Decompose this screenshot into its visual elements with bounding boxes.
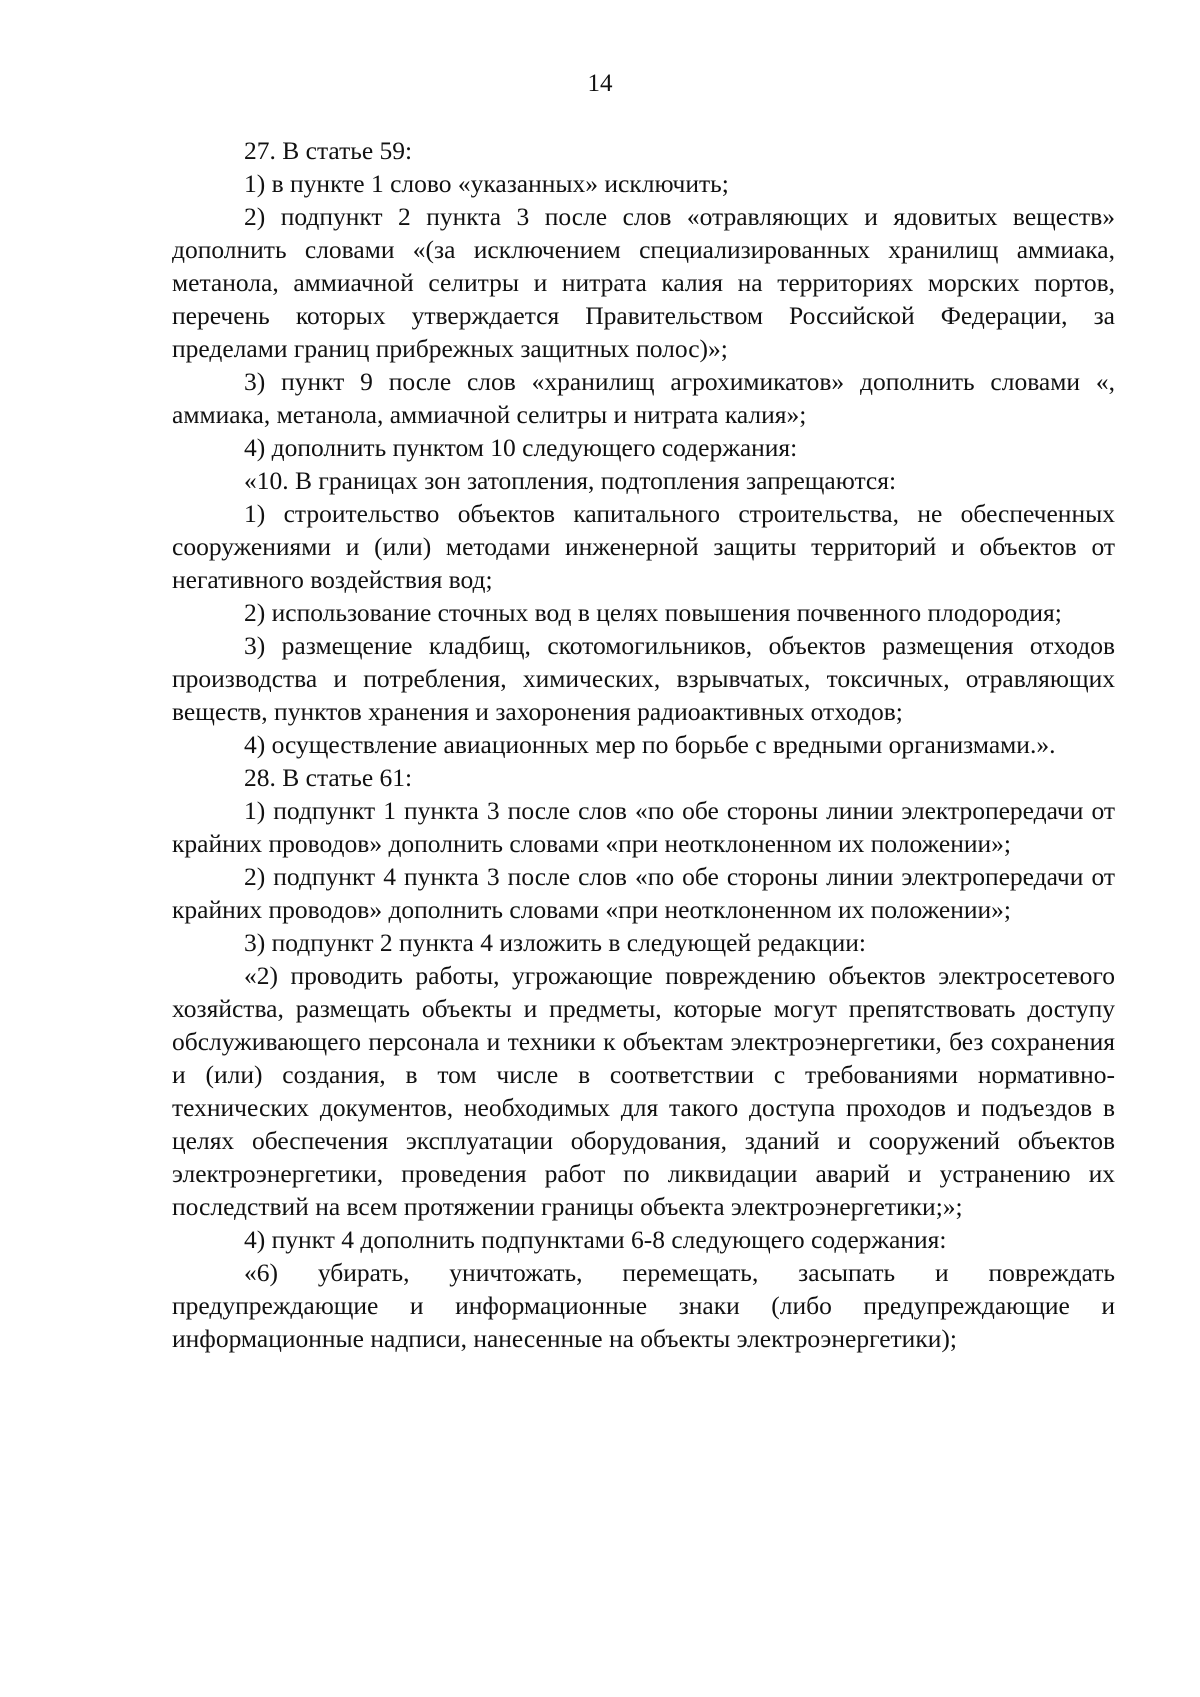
paragraph-item: 2) использование сточных вод в целях повышения почвенного плодородия; [244, 598, 1062, 627]
paragraph-item: 3) размещение кладбищ, скотомогильников, объектов размещения отходов производства и потребления, химических, взрывчатых, токсичных, отравляющих веществ, пунктов хранения и захоронения радиоактивных отходов; [172, 631, 1115, 726]
paragraph-item: «2) проводить работы, угрожающие повреждению объектов электросетевого хозяйства, размещать объекты и предметы, которые могут препятствовать доступу обслуживающего персонала и техники к объектам электроэнергетики, без сохранения и (или) создания, в том числе в соответствии с требованиями нормативно-технических документов, необходимых для такого доступа проходов и подъездов в целях обеспечения эксплуатации оборудования, зданий и сооружений объектов электроэнергетики, проведения работ по ликвидации аварий и устранению их последствий на всем протяжении границы объекта электроэнергетики;»; [172, 961, 1115, 1221]
paragraph-item: 2) подпункт 2 пункта 3 после слов «отравляющих и ядовитых веществ» дополнить словами «(за исключением специализированных хранилищ аммиака, метанола, аммиачной селитры и нитрата калия на территориях морских портов, перечень которых утверждается Правительством Российской Федерации, за пределами границ прибрежных защитных полос)»; [172, 202, 1115, 363]
paragraph-item: 1) подпункт 1 пункта 3 после слов «по обе стороны линии электропередачи от крайних проводов» дополнить словами «при неотклоненном их положении»; [172, 796, 1115, 858]
document-body [172, 134, 1115, 1355]
paragraph-item: 1) в пункте 1 слово «указанных» исключить; [244, 169, 729, 198]
paragraph-item: 1) строительство объектов капитального строительства, не обеспеченных сооружениями и (или) методами инженерной защиты территорий и объектов от негативного воздействия вод; [172, 499, 1115, 594]
paragraph-item: 2) подпункт 4 пункта 3 после слов «по обе стороны линии электропередачи от крайних проводов» дополнить словами «при неотклоненном их положении»; [172, 862, 1115, 924]
paragraph-item: 3) подпункт 2 пункта 4 изложить в следующей редакции: [244, 928, 866, 957]
page-number: 14 [587, 70, 613, 97]
paragraph-article-28-heading: 28. В статье 61: [244, 763, 413, 792]
paragraph-item: 4) дополнить пунктом 10 следующего содержания: [244, 433, 798, 462]
paragraph-item: 4) осуществление авиационных мер по борьбе с вредными организмами.». [244, 730, 1056, 759]
paragraph-article-27-heading: 27. В статье 59: [244, 136, 413, 165]
paragraph-item: «6) убирать, уничтожать, перемещать, засыпать и повреждать предупреждающие и информационные знаки (либо предупреждающие и информационные надписи, нанесенные на объекты электроэнергетики); [172, 1258, 1115, 1353]
paragraph-item: 4) пункт 4 дополнить подпунктами 6-8 следующего содержания: [244, 1225, 947, 1254]
paragraph-item: 3) пункт 9 после слов «хранилищ агрохимикатов» дополнить словами «, аммиака, метанола, аммиачной селитры и нитрата калия»; [172, 367, 1115, 429]
paragraph-item: «10. В границах зон затопления, подтопления запрещаются: [244, 466, 897, 495]
